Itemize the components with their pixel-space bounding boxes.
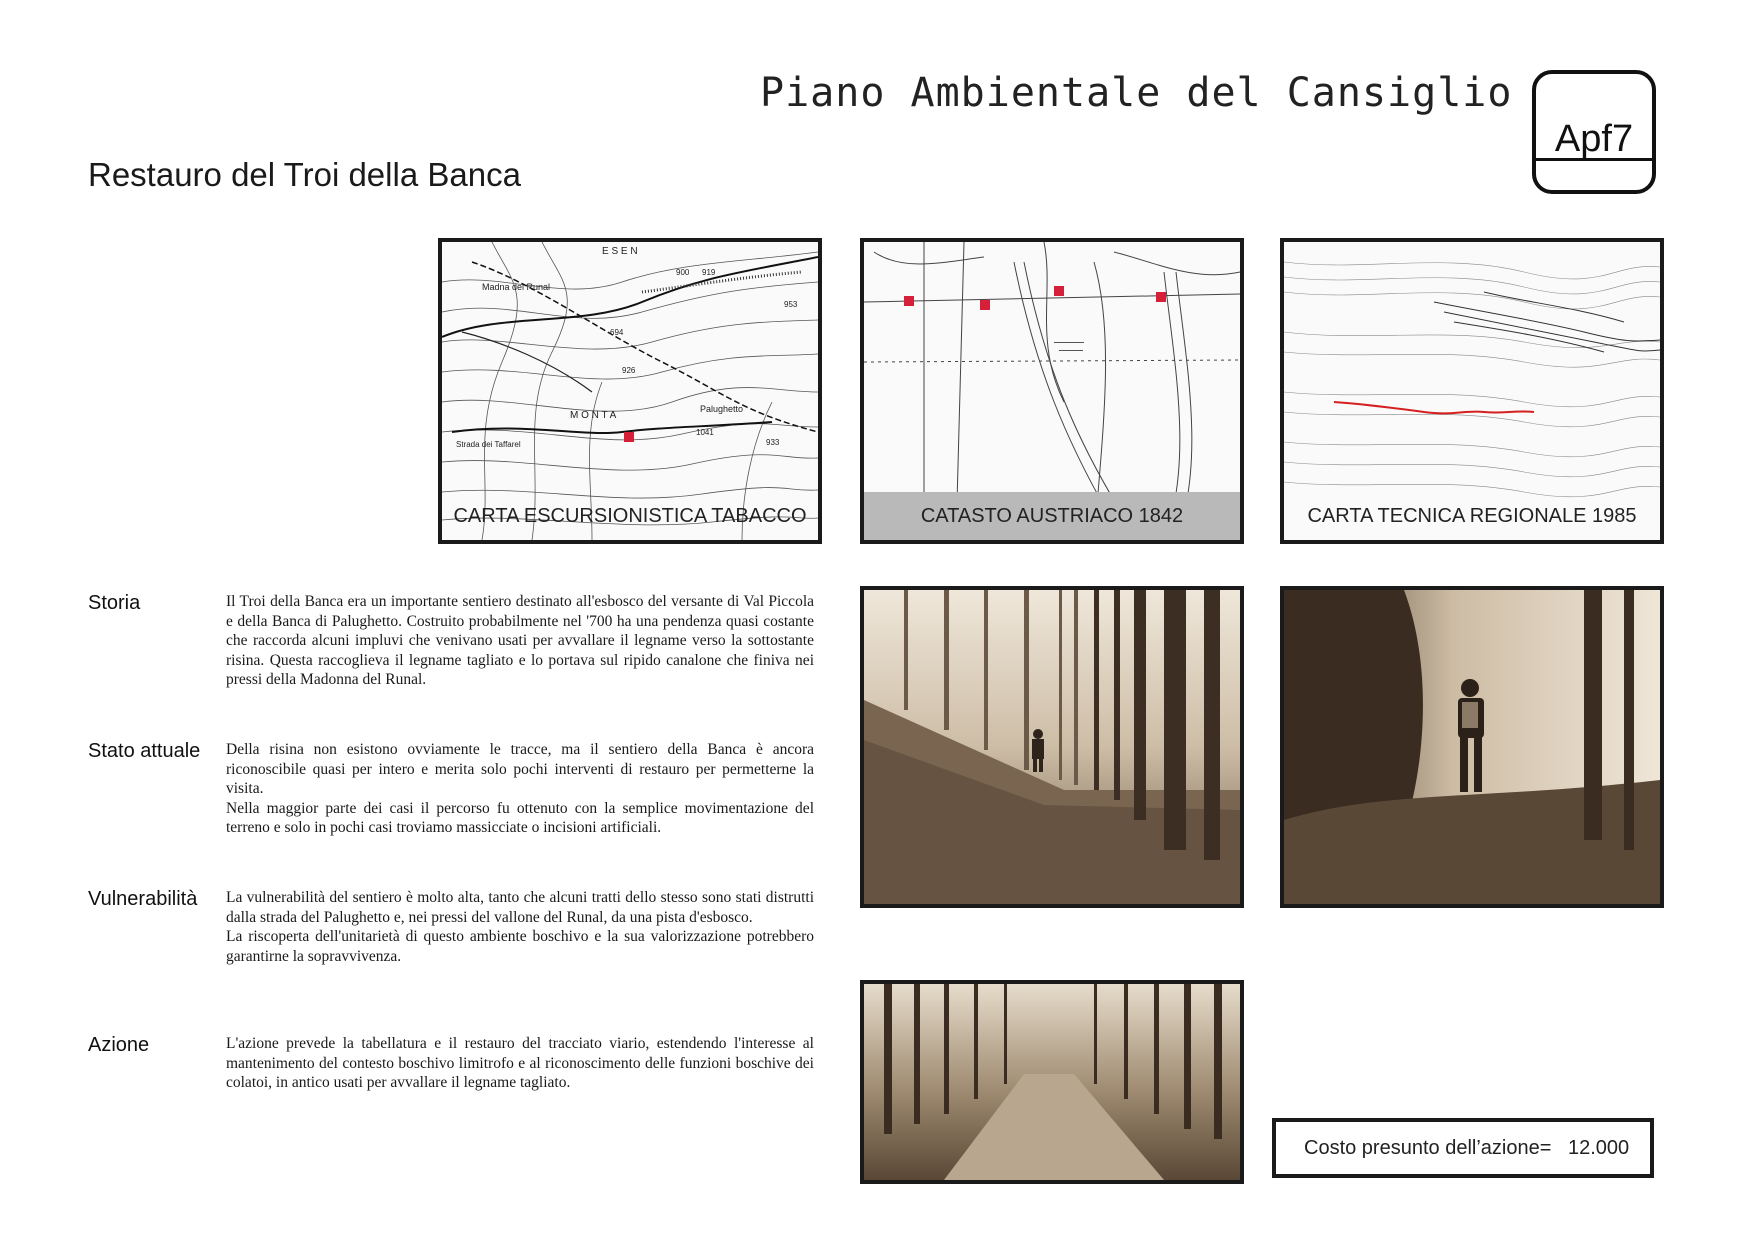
- photo-hiker-rock: [1280, 586, 1664, 908]
- header-title: Piano Ambientale del Cansiglio: [760, 70, 1513, 116]
- section-text-storia: [226, 592, 814, 690]
- map-caption: CATASTO AUSTRIACO 1842: [864, 492, 1240, 540]
- cost-label: Costo presunto dell’azione=: [1304, 1137, 1552, 1159]
- code-box-divider: [1536, 158, 1652, 161]
- map-label: 1041: [696, 428, 714, 437]
- map-catasto: [860, 238, 1244, 544]
- section-label-stato-attuale: Stato attuale: [88, 740, 201, 762]
- map-ctr: [1280, 238, 1664, 544]
- map-label: 933: [766, 438, 780, 447]
- sheet-code-box: [1532, 70, 1656, 194]
- map-label: 926: [622, 366, 636, 375]
- section-text-stato-attuale: [226, 740, 814, 838]
- photo-trail-hiker-image: [864, 590, 1240, 904]
- paragraph: Della risina non esistono ovviamente le tracce, ma il sentiero della Banca è ancora riconoscibile quasi per intero e merita solo pochi interventi di restauro per permetterne la visita.: [226, 741, 814, 797]
- location-marker: [624, 432, 634, 442]
- map-label: 919: [702, 268, 716, 277]
- photo-forest-path: [860, 980, 1244, 1184]
- photo-forest-path-image: [864, 984, 1240, 1180]
- cost-box: [1272, 1118, 1654, 1178]
- section-text-vulnerabilita: [226, 888, 814, 966]
- location-marker: [904, 296, 914, 306]
- map-label: Strada dei Taffarel: [456, 440, 521, 449]
- map-caption: CARTA ESCURSIONISTICA TABACCO: [453, 505, 807, 527]
- map-caption: CARTA TECNICA REGIONALE 1985: [1307, 505, 1637, 527]
- section-label-azione: Azione: [88, 1034, 150, 1056]
- page-title: Restauro del Troi della Banca: [88, 156, 521, 193]
- photo-trail-hiker: [860, 586, 1244, 908]
- map-label: 694: [610, 328, 624, 337]
- section-text-azione: [226, 1034, 814, 1093]
- map-tabacco: [438, 238, 822, 544]
- map-label: Madna del Runal: [482, 282, 551, 292]
- location-marker: [1054, 286, 1064, 296]
- map-label: M O N T A: [570, 410, 617, 421]
- location-marker: [980, 300, 990, 310]
- section-label-vulnerabilita: Vulnerabilità: [88, 888, 198, 910]
- section-label-storia: Storia: [88, 592, 141, 614]
- paragraph: Il Troi della Banca era un importante sentiero destinato all'esbosco del versante di Val Piccola e della Banca di Palughetto. Costruito probabilmente nel '700 ha una pendenza quasi costante che raccorda alcuni impluvi che venivano usati per avvallare il legname verso la sottostante risina. Questa raccoglieva il legname tagliato e lo portava sul ripido canalone che finiva nei pressi della Madonna del Runal.: [226, 593, 814, 688]
- map-label: 953: [784, 300, 798, 309]
- paragraph: Nella maggior parte dei casi il percorso fu ottenuto con la semplice movimentazione del terreno e solo in pochi casi troviamo massicciate o incisioni artificiali.: [226, 799, 814, 836]
- paragraph: La riscoperta dell'unitarietà di questo ambiente boschivo e la sua valorizzazione potrebbero garantirne la sopravvivenza.: [226, 928, 814, 965]
- cost-value: 12.000: [1568, 1137, 1630, 1159]
- map-label: E S E N: [602, 246, 638, 257]
- map-label: Palughetto: [700, 404, 744, 414]
- sheet-code: Apf7: [1554, 118, 1634, 160]
- paragraph: L'azione prevede la tabellatura e il restauro del tracciato viario, estendendo l'interesse al mantenimento del contesto boschivo limitrofo e al riconoscimento delle funzioni boschive dei colatoi, in antico usati per avvallare il legname tagliato.: [226, 1035, 814, 1091]
- paragraph: La vulnerabilità del sentiero è molto alta, tanto che alcuni tratti dello stesso sono stati distrutti dalla strada del Palughetto e, nei pressi del vallone del Runal, da una pista d'esbosco.: [226, 889, 814, 926]
- map-label: 900: [676, 268, 690, 277]
- location-marker: [1156, 292, 1166, 302]
- photo-hiker-rock-image: [1284, 590, 1660, 904]
